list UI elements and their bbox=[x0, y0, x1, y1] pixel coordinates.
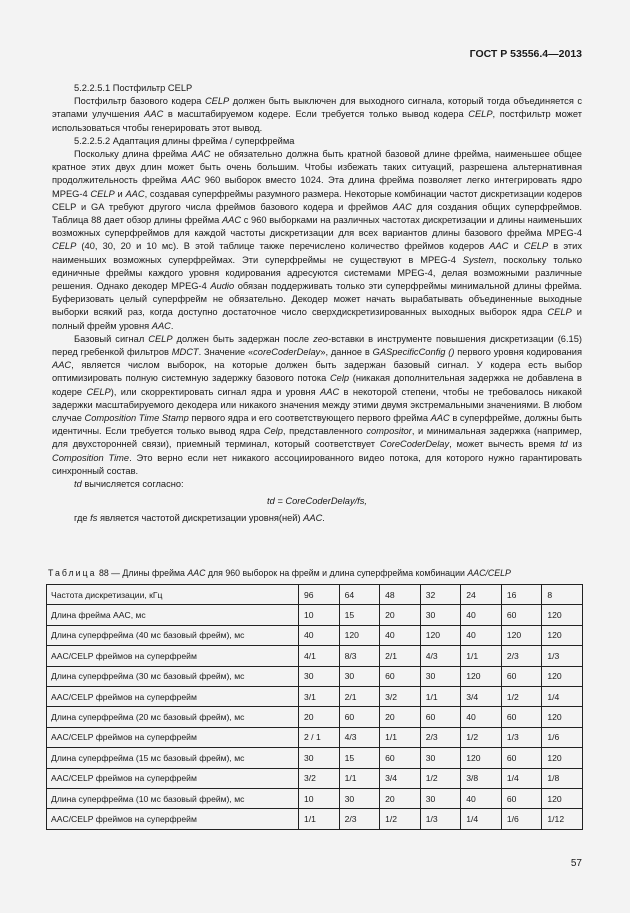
table-cell: 1/2 bbox=[461, 727, 502, 747]
row-label: Длина суперфрейма (10 мс базовый фрейм), мс bbox=[47, 788, 299, 808]
table-cell: 4/3 bbox=[339, 727, 380, 747]
table-cell: 40 bbox=[461, 788, 502, 808]
table-cell: 2/1 bbox=[380, 646, 421, 666]
table-cell: 4/1 bbox=[299, 646, 340, 666]
table-cell: 30 bbox=[299, 666, 340, 686]
table-cell: 48 bbox=[380, 585, 421, 605]
row-label: AAC/CELP фреймов на суперфрейм bbox=[47, 727, 299, 747]
table-cell: 4/3 bbox=[420, 646, 461, 666]
row-label: AAC/CELP фреймов на суперфрейм bbox=[47, 686, 299, 706]
table-cell: 1/1 bbox=[420, 686, 461, 706]
row-label: Длина суперфрейма (40 мс базовый фрейм), мс bbox=[47, 625, 299, 645]
section-heading-5-2-2-5-1: 5.2.2.5.1 Постфильтр CELP bbox=[74, 83, 193, 93]
paragraph-core-delay: Базовый сигнал CELP должен быть задержан после zeo-вставки в инструменте повышения дискретизации (6.15) перед гребенкой фильтров MDCT. Значение «coreCoderDelay», данное в GASpecificConfig () первого уровня кодирования AAC, является числом выборок, на которые должен быть задержан базовый сигнал. У кодера есть выбор оптимизировать полную системную задержку базового потока Celp (никакая дополнительная задержка не добавлена в кодере CELP), или скорректировать сигнал ядра и уровня AAC в некоторой степени, чтобы не требовалось никакой задержки масштабируемого декодера или никакого значения между этими двумя экстремальными значениями. В любом случае Composition Time Stamp первого ядра и его соответствующего первого фрейма AAC в суперфрейме, должны быть идентичны. Если требуется только вывод ядра Celp, представленного compositor, и минимальная задержка (например, для двухсторонней связи), приемный терминал, который соответствует CoreCoderDelay, может вычесть время td из Composition Time. Это верно если нет никакого ассоциированного видео потока, для которого нужно гарантировать синхронный состав. bbox=[52, 333, 583, 476]
table-cell: 2 / 1 bbox=[299, 727, 340, 747]
table-cell: 1/6 bbox=[501, 809, 542, 829]
table-cell: 10 bbox=[299, 605, 340, 625]
table-caption: Таблица 88 — Длины фрейма AAC для 960 выборок на фрейм и длина суперфрейма комбинации AAC/CELP bbox=[48, 568, 511, 578]
table-cell: 3/2 bbox=[380, 686, 421, 706]
paragraph-td-computed: td вычисляется согласно: bbox=[74, 479, 184, 490]
table-cell: 1/8 bbox=[542, 768, 583, 788]
table-row bbox=[47, 646, 583, 666]
table-cell: 1/3 bbox=[542, 646, 583, 666]
table-cell: 1/1 bbox=[299, 809, 340, 829]
table-cell: 1/3 bbox=[420, 809, 461, 829]
table-cell: 60 bbox=[380, 748, 421, 768]
formula-td: td = CoreCoderDelay/fs, bbox=[267, 496, 367, 507]
table-cell: 10 bbox=[299, 788, 340, 808]
table-cell: 1/4 bbox=[542, 686, 583, 706]
table-cell: 30 bbox=[420, 788, 461, 808]
table-cell: 60 bbox=[501, 666, 542, 686]
table-cell: 60 bbox=[501, 748, 542, 768]
paragraph-fs-definition: где fs является частотой дискретизации уровня(ней) AAC. bbox=[74, 512, 325, 523]
table-cell: 15 bbox=[339, 605, 380, 625]
table-cell: 8/3 bbox=[339, 646, 380, 666]
table-cell: 60 bbox=[339, 707, 380, 727]
table-cell: 120 bbox=[501, 625, 542, 645]
table-row bbox=[47, 727, 583, 747]
table-cell: 20 bbox=[380, 707, 421, 727]
table-cell: 3/1 bbox=[299, 686, 340, 706]
table-cell: 30 bbox=[420, 666, 461, 686]
row-label: AAC/CELP фреймов на суперфрейм bbox=[47, 768, 299, 788]
table-cell: 1/2 bbox=[501, 686, 542, 706]
table-cell: 1/1 bbox=[380, 727, 421, 747]
table-cell: 16 bbox=[501, 585, 542, 605]
table-cell: 3/8 bbox=[461, 768, 502, 788]
document-code: ГОСТ Р 53556.4—2013 bbox=[469, 48, 582, 60]
table-cell: 1/3 bbox=[501, 727, 542, 747]
row-label: Длина суперфрейма (30 мс базовый фрейм), мс bbox=[47, 666, 299, 686]
table-cell: 40 bbox=[461, 625, 502, 645]
table-cell: 60 bbox=[420, 707, 461, 727]
table-cell: 2/3 bbox=[420, 727, 461, 747]
table-cell: 120 bbox=[461, 748, 502, 768]
paragraph-frame-length: Поскольку длина фрейма AAC не обязательно должна быть кратной базовой длине фрейма, наименьшее общее кратное этих двух длин может быть очень большим. Чтобы избежать таких ситуаций, разрешена альтернативная продолжительность фрейма AAC 960 выборок вместо 1024. Эта длина фрейма позволяет легко интегрировать ядро MPEG-4 CELP и AAC, создавая суперфреймы разумного размера. Некоторые комбинации частот дискретизации кодеров CELP и GA требуют другого числа фреймов базового кодера и фреймов AAC для создания общих суперфреймов. Таблица 88 дает обзор длины фрейма AAC с 960 выборками на различных частотах дискретизации и длины наименьших возможных суперфреймов для каждой частоты дискретизации для всех вариантов длины базового фрейма MPEG-4 CELP (40, 30, 20 и 10 мс). В этой таблице также перечислено количество фреймов кодеров AAC и CELP в этих наименьших возможных суперфреймах. Эти суперфреймы не существуют в MPEG-4 System, поскольку только единичные фреймы каждого уровня кодирования адресуются системами MPEG-4, делая возможными различные решения. Однако декодер MPEG-4 Audio обязан поддерживать только эти суперфреймы минимальной длины фрейма. Буферизовать целый суперфрейм не обязательно. Декодер может начать вырабатывать объединенные выходные выборки всякий раз, когда доступно достаточное число сверхдискретизированных выходных выборок ядра CELP и полный фрейм уровня AAC. bbox=[52, 149, 583, 331]
table-row bbox=[47, 605, 583, 625]
table-cell: 64 bbox=[339, 585, 380, 605]
row-label: Длина суперфрейма (15 мс базовый фрейм), мс bbox=[47, 748, 299, 768]
table-cell: 40 bbox=[461, 605, 502, 625]
table-cell: 120 bbox=[542, 605, 583, 625]
table-cell: 120 bbox=[542, 788, 583, 808]
table-cell: 120 bbox=[542, 707, 583, 727]
table-cell: 120 bbox=[542, 666, 583, 686]
table-cell: 1/4 bbox=[461, 809, 502, 829]
table-cell: 1/2 bbox=[380, 809, 421, 829]
table-cell: 3/4 bbox=[461, 686, 502, 706]
table-cell: 3/4 bbox=[380, 768, 421, 788]
table-cell: 30 bbox=[339, 666, 380, 686]
table-cell: 15 bbox=[339, 748, 380, 768]
table-cell: 2/3 bbox=[501, 646, 542, 666]
table-cell: 1/12 bbox=[542, 809, 583, 829]
table-cell: 96 bbox=[299, 585, 340, 605]
table-row bbox=[47, 666, 583, 686]
table-row bbox=[47, 768, 583, 788]
table-cell: 30 bbox=[420, 748, 461, 768]
section-heading-5-2-2-5-2: 5.2.2.5.2 Адаптация длины фрейма / суперфрейма bbox=[74, 135, 295, 146]
table-row bbox=[47, 748, 583, 768]
table-cell: 120 bbox=[339, 625, 380, 645]
table-cell: 20 bbox=[380, 788, 421, 808]
table-cell: 30 bbox=[420, 605, 461, 625]
table-row bbox=[47, 585, 583, 605]
table-cell: 30 bbox=[299, 748, 340, 768]
table-cell: 120 bbox=[420, 625, 461, 645]
row-label: AAC/CELP фреймов на суперфрейм bbox=[47, 809, 299, 829]
table-cell: 1/1 bbox=[461, 646, 502, 666]
table-cell: 1/2 bbox=[420, 768, 461, 788]
table-cell: 1/4 bbox=[501, 768, 542, 788]
table-cell: 60 bbox=[501, 707, 542, 727]
table-cell: 1/1 bbox=[339, 768, 380, 788]
table-cell: 60 bbox=[501, 788, 542, 808]
row-label: AAC/CELP фреймов на суперфрейм bbox=[47, 646, 299, 666]
page-number: 57 bbox=[570, 858, 582, 869]
table-row bbox=[47, 788, 583, 808]
table-cell: 20 bbox=[380, 605, 421, 625]
table-cell: 40 bbox=[299, 625, 340, 645]
table-cell: 2/3 bbox=[339, 809, 380, 829]
paragraph-postfilter: Постфильтр базового кодера CELP должен быть выключен для выходного сигнала, который тогда объединяется с этапами улучшения AAC в масштабируемом кодере. Если требуется только вывод кодера CELP, постфильтр может использоваться чтобы генерировать этот вывод. bbox=[52, 96, 582, 133]
table-cell: 3/2 bbox=[299, 768, 340, 788]
table-cell: 2/1 bbox=[339, 686, 380, 706]
table-row bbox=[47, 809, 583, 829]
table-cell: 40 bbox=[461, 707, 502, 727]
table-cell: 40 bbox=[380, 625, 421, 645]
row-label: Длина суперфрейма (20 мс базовый фрейм), мс bbox=[47, 707, 299, 727]
table-cell: 120 bbox=[542, 748, 583, 768]
table-row bbox=[47, 686, 583, 706]
table-cell: 120 bbox=[542, 625, 583, 645]
table-cell: 1/6 bbox=[542, 727, 583, 747]
table-cell: 120 bbox=[461, 666, 502, 686]
body-text bbox=[52, 82, 582, 525]
table-cell: 60 bbox=[380, 666, 421, 686]
table-cell: 60 bbox=[501, 605, 542, 625]
table-cell: 8 bbox=[542, 585, 583, 605]
table-88 bbox=[46, 584, 583, 830]
table-row bbox=[47, 707, 583, 727]
table-row bbox=[47, 625, 583, 645]
row-label: Частота дискретизации, кГц bbox=[47, 585, 299, 605]
table-cell: 24 bbox=[461, 585, 502, 605]
table-cell: 20 bbox=[299, 707, 340, 727]
table-cell: 32 bbox=[420, 585, 461, 605]
table-cell: 30 bbox=[339, 788, 380, 808]
row-label: Длина фрейма AAC, мс bbox=[47, 605, 299, 625]
